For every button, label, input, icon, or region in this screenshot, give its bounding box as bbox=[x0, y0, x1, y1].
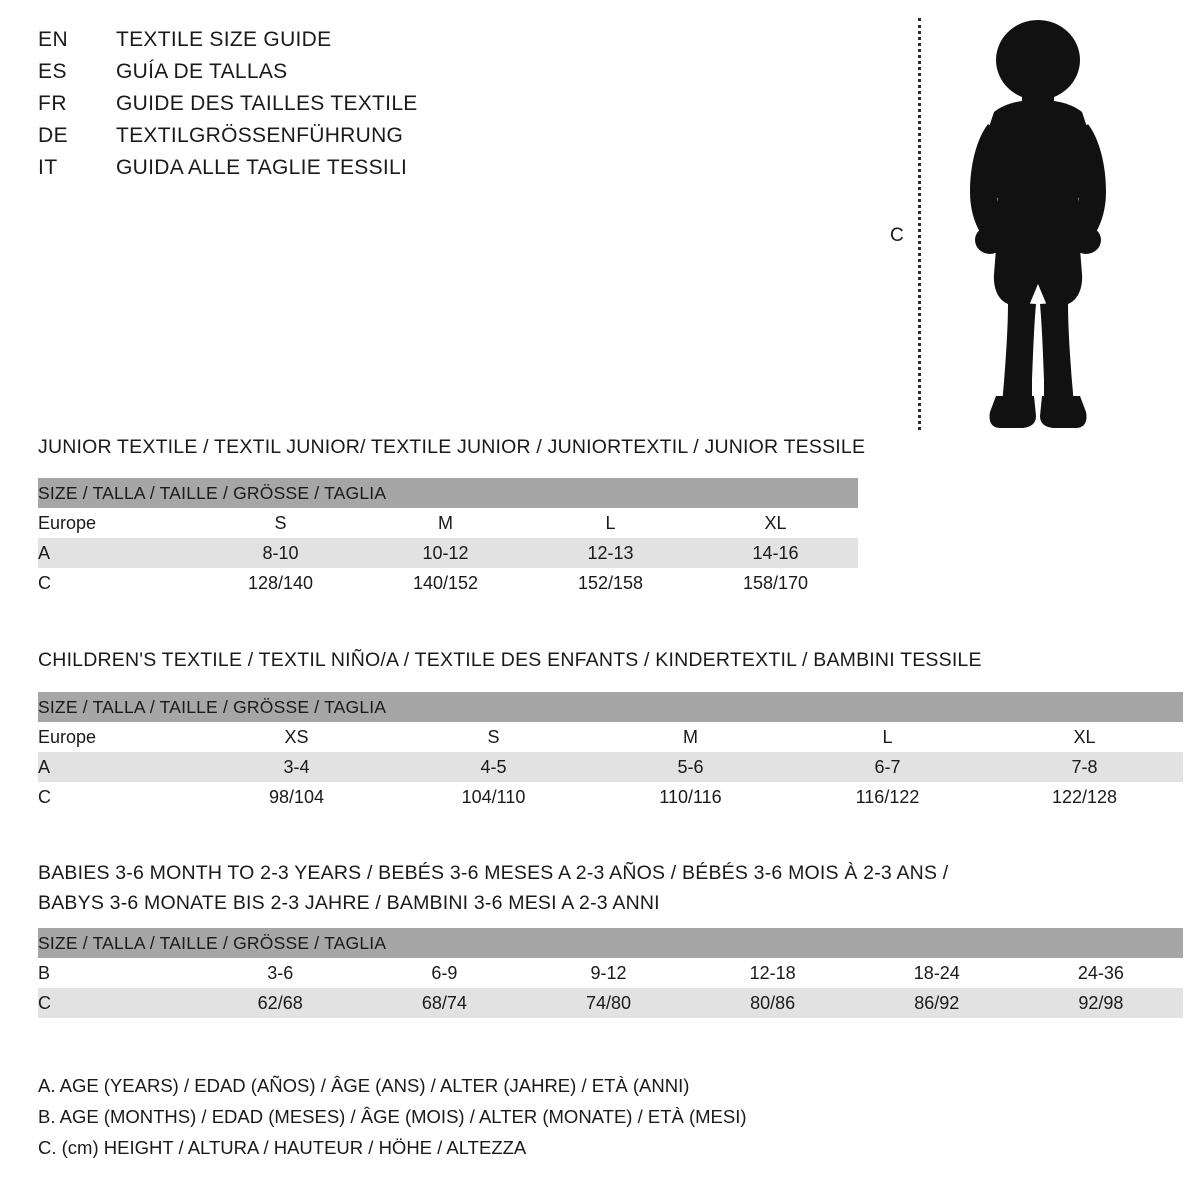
cell-value: 62/68 bbox=[198, 988, 362, 1018]
table-band-row bbox=[38, 478, 858, 508]
children-size-table bbox=[38, 692, 1183, 812]
table-row bbox=[38, 538, 858, 568]
language-row bbox=[38, 60, 558, 92]
cell-value: 6-9 bbox=[362, 958, 526, 988]
language-row bbox=[38, 124, 558, 156]
footnote-c: C. (cm) HEIGHT / ALTURA / HAUTEUR / HÖHE / ALTEZZA bbox=[38, 1137, 527, 1158]
section-title-babies-line2: BABYS 3-6 MONATE BIS 2-3 JAHRE / BAMBINI 3-6 MESI A 2-3 ANNI bbox=[38, 892, 660, 914]
cell-value: 14-16 bbox=[693, 538, 858, 568]
language-code: IT bbox=[38, 156, 58, 179]
cell-value: 140/152 bbox=[363, 568, 528, 598]
cell-value: 5-6 bbox=[592, 752, 789, 782]
table-row bbox=[38, 508, 858, 538]
table-row bbox=[38, 752, 1183, 782]
row-label: C bbox=[38, 782, 198, 812]
row-label: A bbox=[38, 538, 198, 568]
junior-size-table bbox=[38, 478, 858, 598]
table-band-row bbox=[38, 692, 1183, 722]
language-code: ES bbox=[38, 60, 68, 83]
band-label: SIZE / TALLA / TAILLE / GRÖSSE / TAGLIA bbox=[38, 478, 858, 508]
section-title-children: CHILDREN'S TEXTILE / TEXTIL NIÑO/A / TEXTILE DES ENFANTS / KINDERTEXTIL / BAMBINI TESSILE bbox=[38, 649, 982, 671]
table-row bbox=[38, 568, 858, 598]
table-row bbox=[38, 722, 1183, 752]
cell-value: 92/98 bbox=[1019, 988, 1183, 1018]
row-label: A bbox=[38, 752, 198, 782]
section-title-junior: JUNIOR TEXTILE / TEXTIL JUNIOR/ TEXTILE JUNIOR / JUNIORTEXTIL / JUNIOR TESSILE bbox=[38, 436, 866, 458]
cell-value: 116/122 bbox=[789, 782, 986, 812]
footnote-list bbox=[38, 1070, 747, 1163]
cell-value: 122/128 bbox=[986, 782, 1183, 812]
language-title: TEXTILGRÖSSENFÜHRUNG bbox=[116, 124, 404, 147]
language-title: TEXTILE SIZE GUIDE bbox=[116, 28, 332, 51]
language-title-list bbox=[38, 28, 558, 188]
height-measure-figure bbox=[890, 10, 1140, 440]
cell-value: 18-24 bbox=[855, 958, 1019, 988]
row-label: Europe bbox=[38, 722, 198, 752]
language-row bbox=[38, 156, 558, 188]
cell-value: 74/80 bbox=[526, 988, 690, 1018]
cell-value: 10-12 bbox=[363, 538, 528, 568]
cell-value: 152/158 bbox=[528, 568, 693, 598]
cell-value: M bbox=[363, 508, 528, 538]
cell-value: S bbox=[198, 508, 363, 538]
cell-value: 7-8 bbox=[986, 752, 1183, 782]
cell-value: 3-4 bbox=[198, 752, 395, 782]
language-title: GUIDA ALLE TAGLIE TESSILI bbox=[116, 156, 408, 179]
cell-value: L bbox=[789, 722, 986, 752]
cell-value: XL bbox=[986, 722, 1183, 752]
language-row bbox=[38, 28, 558, 60]
language-code: DE bbox=[38, 124, 69, 147]
babies-size-table bbox=[38, 928, 1183, 1018]
language-title: GUÍA DE TALLAS bbox=[116, 60, 288, 83]
cell-value: XL bbox=[693, 508, 858, 538]
cell-value: 68/74 bbox=[362, 988, 526, 1018]
table-band-row bbox=[38, 928, 1183, 958]
table-row bbox=[38, 782, 1183, 812]
cell-value: S bbox=[395, 722, 592, 752]
language-code: EN bbox=[38, 28, 69, 51]
cell-value: 4-5 bbox=[395, 752, 592, 782]
band-label: SIZE / TALLA / TAILLE / GRÖSSE / TAGLIA bbox=[38, 928, 1183, 958]
cell-value: 9-12 bbox=[526, 958, 690, 988]
language-title: GUIDE DES TAILLES TEXTILE bbox=[116, 92, 418, 115]
row-label: C bbox=[38, 988, 198, 1018]
row-label: Europe bbox=[38, 508, 198, 538]
cell-value: 8-10 bbox=[198, 538, 363, 568]
cell-value: 12-13 bbox=[528, 538, 693, 568]
cell-value: 6-7 bbox=[789, 752, 986, 782]
cell-value: 110/116 bbox=[592, 782, 789, 812]
language-row bbox=[38, 92, 558, 124]
cell-value: 158/170 bbox=[693, 568, 858, 598]
row-label: B bbox=[38, 958, 198, 988]
band-label: SIZE / TALLA / TAILLE / GRÖSSE / TAGLIA bbox=[38, 692, 1183, 722]
cell-value: XS bbox=[198, 722, 395, 752]
table-row bbox=[38, 988, 1183, 1018]
footnote-b: B. AGE (MONTHS) / EDAD (MESES) / ÂGE (MOIS) / ALTER (MONATE) / ETÀ (MESI) bbox=[38, 1106, 747, 1127]
section-title-babies: BABIES 3-6 MONTH TO 2-3 YEARS / BEBÉS 3-6 MESES A 2-3 AÑOS / BÉBÉS 3-6 MOIS À 2-3 ANS / bbox=[38, 862, 949, 884]
measure-label-c: C bbox=[890, 225, 904, 246]
cell-value: 24-36 bbox=[1019, 958, 1183, 988]
child-silhouette-icon bbox=[938, 16, 1138, 436]
cell-value: 128/140 bbox=[198, 568, 363, 598]
cell-value: M bbox=[592, 722, 789, 752]
cell-value: 86/92 bbox=[855, 988, 1019, 1018]
table-row bbox=[38, 958, 1183, 988]
cell-value: 80/86 bbox=[691, 988, 855, 1018]
cell-value: 3-6 bbox=[198, 958, 362, 988]
footnote-a: A. AGE (YEARS) / EDAD (AÑOS) / ÂGE (ANS) / ALTER (JAHRE) / ETÀ (ANNI) bbox=[38, 1075, 690, 1096]
dotted-measure-line bbox=[918, 18, 921, 430]
row-label: C bbox=[38, 568, 198, 598]
cell-value: 98/104 bbox=[198, 782, 395, 812]
cell-value: L bbox=[528, 508, 693, 538]
cell-value: 12-18 bbox=[691, 958, 855, 988]
cell-value: 104/110 bbox=[395, 782, 592, 812]
language-code: FR bbox=[38, 92, 67, 115]
